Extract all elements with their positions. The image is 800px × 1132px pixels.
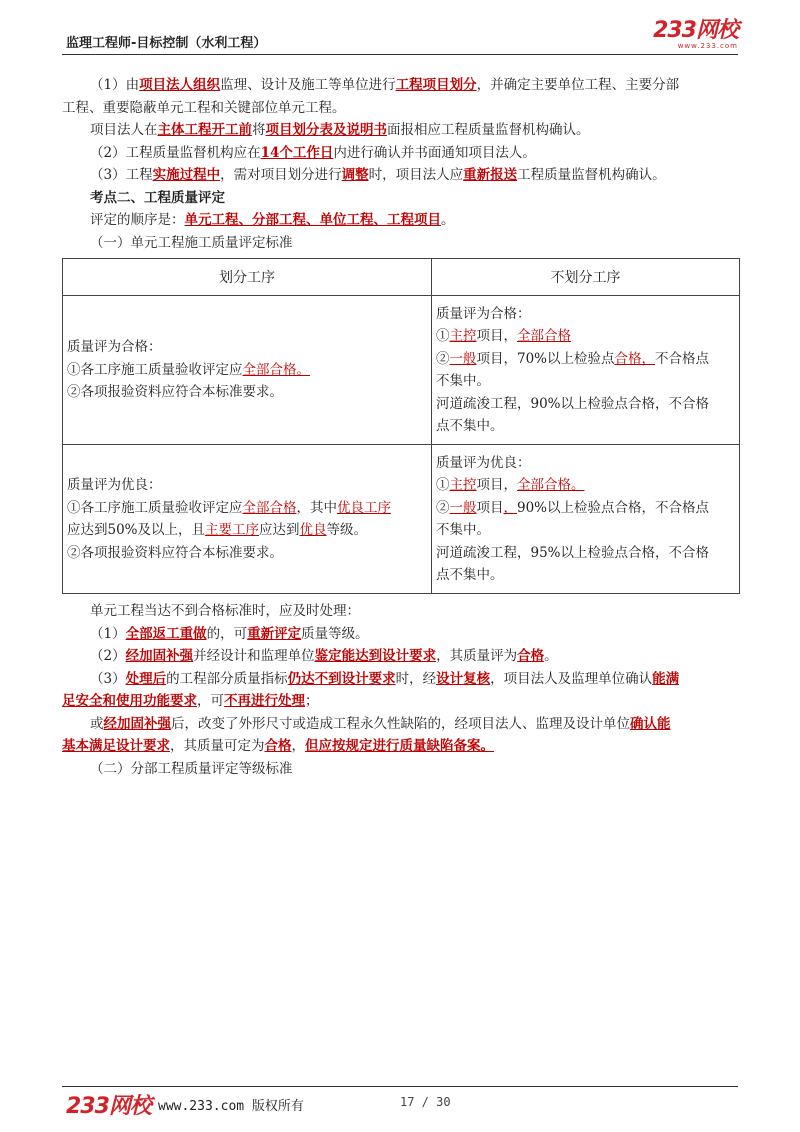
section-heading-kp2: 考点二、工程质量评定 (90, 189, 225, 206)
logo-text: 233网校 (653, 18, 738, 43)
treatment-2: （2）经加固补强并经设计和监理单位鉴定能达到设计要求，其质量评为合格。 (90, 648, 558, 664)
document-body (62, 74, 738, 780)
table-row-excellent (63, 445, 740, 594)
table-header-row (63, 259, 740, 296)
treatment-intro: 单元工程当达不到合格标准时，应及时处理： (90, 603, 360, 619)
page-footer (62, 1086, 738, 1119)
table-header-divided: 划分工序 (63, 259, 432, 296)
paragraph-2: 项目法人在主体工程开工前将项目划分表及说明书面报相应工程质量监督机构确认。 (90, 122, 590, 138)
cell-undivided-qualified: 质量评为合格： ①主控项目，全部合格 ②一般项目，70%以上检验点合格，不合格点 不集中。 河道疏浚工程，90%以上检验点合格，不合格 点不集中。 (432, 296, 740, 445)
logo-url: www.233.com (677, 42, 738, 50)
paragraph-4: （3）工程实施过程中，需对项目划分进行调整时，项目法人应重新报送工程质量监督机构确认。 (90, 167, 666, 183)
subsection-heading-1: （一）单元工程施工质量评定标准 (90, 234, 293, 251)
evaluation-order: 评定的顺序是：单元工程、分部工程、单位工程、工程项目。 (90, 212, 455, 228)
standards-table (62, 258, 740, 594)
cell-undivided-excellent: 质量评为优良： ①主控项目，全部合格。 ②一般项目，90%以上检验点合格，不合格点 不集中。 河道疏浚工程，95%以上检验点合格，不合格 点不集中。 (432, 445, 740, 594)
paragraph-1-cont: 工程、重要隐蔽单元工程和关键部位单元工程。 (62, 99, 346, 116)
page-header (62, 18, 738, 55)
footer-logo: 233网校 (66, 1094, 151, 1119)
paragraph-3: （2）工程质量监督机构应在14个工作日内进行确认并书面通知项目法人。 (90, 144, 536, 161)
page-number: 17 / 30 (400, 1095, 451, 1109)
brand-logo (653, 20, 738, 50)
table-header-undivided: 不划分工序 (432, 259, 740, 296)
cell-divided-qualified: 质量评为合格： ①各工序施工质量验收评定应全部合格。 ②各项报验资料应符合本标准要求。 (63, 296, 432, 445)
cell-divided-excellent: 质量评为优良： ①各工序施工质量验收评定应全部合格，其中优良工序 应达到50%及以上，且主要工序应达到优良等级。 ②各项报验资料应符合本标准要求。 (63, 445, 432, 594)
treatment-1: （1）全部返工重做的，可重新评定质量等级。 (90, 625, 369, 642)
treatment-3: （3）处理后的工程部分质量指标仍达不到设计要求时，经设计复核，项目法人及监理单位确认能满 (90, 670, 680, 687)
subsection-heading-2: （二）分部工程质量评定等级标准 (90, 760, 293, 777)
paragraph-1: （1）由项目法人组织监理、设计及施工等单位进行工程项目划分，并确定主要单位工程、主要分部 (90, 77, 680, 93)
doc-title: 监理工程师-目标控制（水利工程） (66, 36, 267, 51)
footer-copyright: www.233.com 版权所有 (158, 1099, 304, 1114)
treatment-3-cont: 足安全和使用功能要求，可不再进行处理； (62, 693, 319, 709)
table-row-qualified (63, 296, 740, 445)
treatment-4-cont: 基本满足设计要求，其质量可定为合格，但应按规定进行质量缺陷备案。 (62, 738, 494, 754)
treatment-4: 或经加固补强后，改变了外形尺寸或造成工程永久性缺陷的，经项目法人、监理及设计单位确认能 (90, 715, 671, 732)
